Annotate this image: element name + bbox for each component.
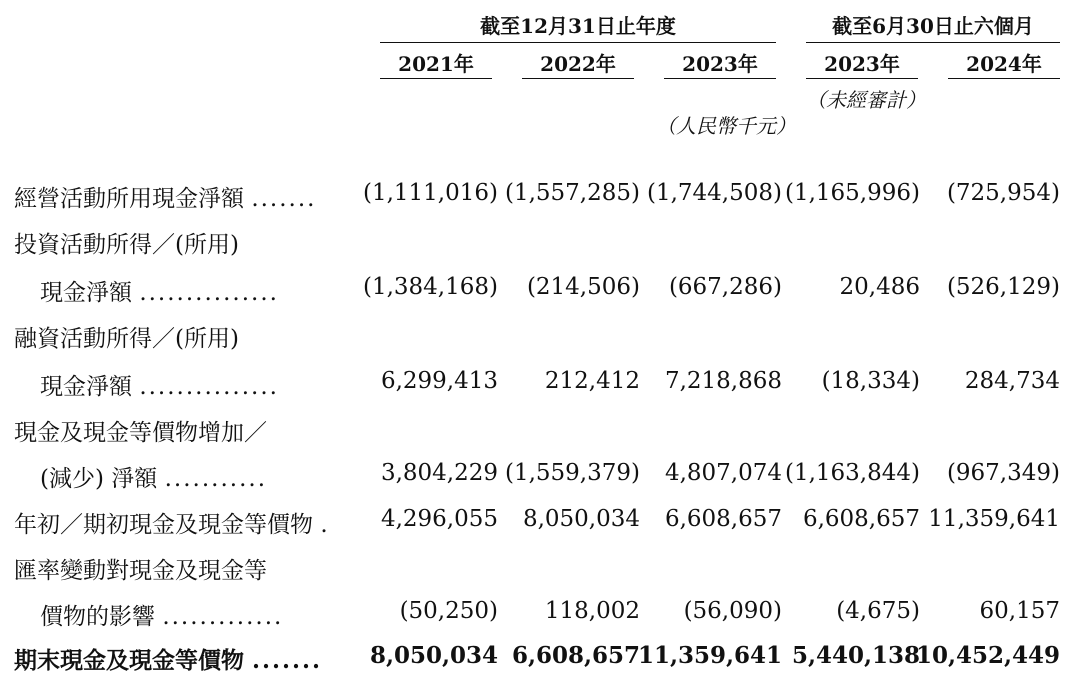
value-2024-interim: (526,129) (946, 274, 1060, 300)
row-label-text: 融資活動所得／(所用) (14, 326, 239, 352)
row-label-text: 期末現金及現金等價物 (14, 647, 244, 674)
year-2021-rule (380, 78, 492, 79)
value-2023-interim: (4,675) (836, 598, 920, 624)
leader-dots: ............... (139, 280, 279, 306)
unaudited-note: （未經審計） (806, 88, 926, 112)
value-2023: 6,608,657 (664, 506, 782, 532)
value-2023: 4,807,074 (664, 460, 782, 486)
row-label-text: 年初／期初現金及現金等價物 (14, 512, 313, 538)
value-2023-interim: 5,440,138 (791, 642, 920, 669)
table-row (0, 406, 1080, 452)
value-2024-interim: 60,157 (979, 598, 1060, 624)
row-label (14, 226, 239, 259)
table-row (0, 218, 1080, 264)
leader-dots: ....... (251, 186, 317, 212)
year-2024-interim-rule (948, 78, 1060, 79)
value-2021: 3,804,229 (380, 460, 498, 486)
leader-dots: ....... (252, 647, 323, 674)
value-2023: 7,218,868 (664, 368, 782, 394)
row-label (40, 460, 267, 493)
header-annual-group: 截至12月31日止年度 (480, 14, 676, 38)
year-2022-rule (522, 78, 634, 79)
row-label (40, 598, 283, 631)
leader-dots: ............... (139, 374, 279, 400)
year-2021-header: 2021年 (398, 52, 474, 76)
table-row (0, 360, 1080, 406)
year-2023-interim-rule (806, 78, 918, 79)
leader-dots: ........... (164, 466, 267, 492)
table-row (0, 172, 1080, 218)
value-2023: (56,090) (683, 598, 782, 624)
value-2024-interim: 10,452,449 (915, 642, 1060, 669)
row-label (40, 274, 279, 307)
value-2022: 6,608,657 (511, 642, 640, 669)
leader-dots: . (320, 512, 330, 538)
value-2021: 4,296,055 (380, 506, 498, 532)
value-2024-interim: 284,734 (964, 368, 1060, 394)
row-label-text: 現金及現金等價物增加／ (14, 420, 267, 446)
value-2022: (214,506) (526, 274, 640, 300)
leader-dots: ............. (162, 604, 284, 630)
header-interim-rule (806, 42, 1060, 43)
value-2021: (50,250) (399, 598, 498, 624)
row-label (14, 180, 317, 213)
table-row (0, 452, 1080, 498)
row-label (40, 368, 279, 401)
row-label-text: 匯率變動對現金及現金等 (14, 558, 267, 584)
year-2023-rule (664, 78, 776, 79)
value-2023: (667,286) (668, 274, 782, 300)
value-2023-interim: (1,163,844) (784, 460, 920, 486)
value-2021: 8,050,034 (369, 642, 498, 669)
table-row (0, 312, 1080, 358)
year-2022-header: 2022年 (540, 52, 616, 76)
value-2021: 6,299,413 (380, 368, 498, 394)
year-2023-header: 2023年 (682, 52, 758, 76)
header-interim-group: 截至6月30日止六個月 (832, 14, 1034, 38)
value-2021: (1,384,168) (362, 274, 498, 300)
table-row (0, 544, 1080, 590)
value-2023-interim: (18,334) (821, 368, 920, 394)
row-label (14, 642, 322, 675)
table-row (0, 590, 1080, 636)
row-label-text: 投資活動所得／(所用) (14, 232, 239, 258)
year-2023-interim-header: 2023年 (824, 52, 900, 76)
value-2022: 8,050,034 (522, 506, 640, 532)
value-2022: (1,557,285) (504, 180, 640, 206)
table-row (0, 266, 1080, 312)
row-label (14, 320, 239, 353)
value-2024-interim: (967,349) (946, 460, 1060, 486)
value-2023-interim: (1,165,996) (784, 180, 920, 206)
value-2022: (1,559,379) (504, 460, 640, 486)
value-2023: 11,359,641 (637, 642, 782, 669)
value-2023-interim: 20,486 (839, 274, 920, 300)
row-label-text: 現金淨額 (40, 280, 132, 306)
table-row (0, 498, 1080, 544)
value-2023: (1,744,508) (646, 180, 782, 206)
total-row (0, 634, 1080, 680)
row-label-text: 經營活動所用現金淨額 (14, 186, 244, 212)
row-label (14, 552, 267, 585)
value-2023-interim: 6,608,657 (802, 506, 920, 532)
value-2022: 212,412 (544, 368, 640, 394)
row-label-text: (減少) 淨額 (40, 466, 158, 492)
row-label-text: 現金淨額 (40, 374, 132, 400)
header-annual-rule (380, 42, 776, 43)
year-2024-interim-header: 2024年 (966, 52, 1042, 76)
value-2024-interim: 11,359,641 (928, 506, 1060, 532)
currency-note: （人民幣千元） (656, 114, 796, 138)
row-label (14, 506, 330, 539)
value-2021: (1,111,016) (362, 180, 498, 206)
value-2024-interim: (725,954) (946, 180, 1060, 206)
row-label-text: 價物的影響 (40, 604, 155, 630)
row-label (14, 414, 267, 447)
value-2022: 118,002 (544, 598, 640, 624)
